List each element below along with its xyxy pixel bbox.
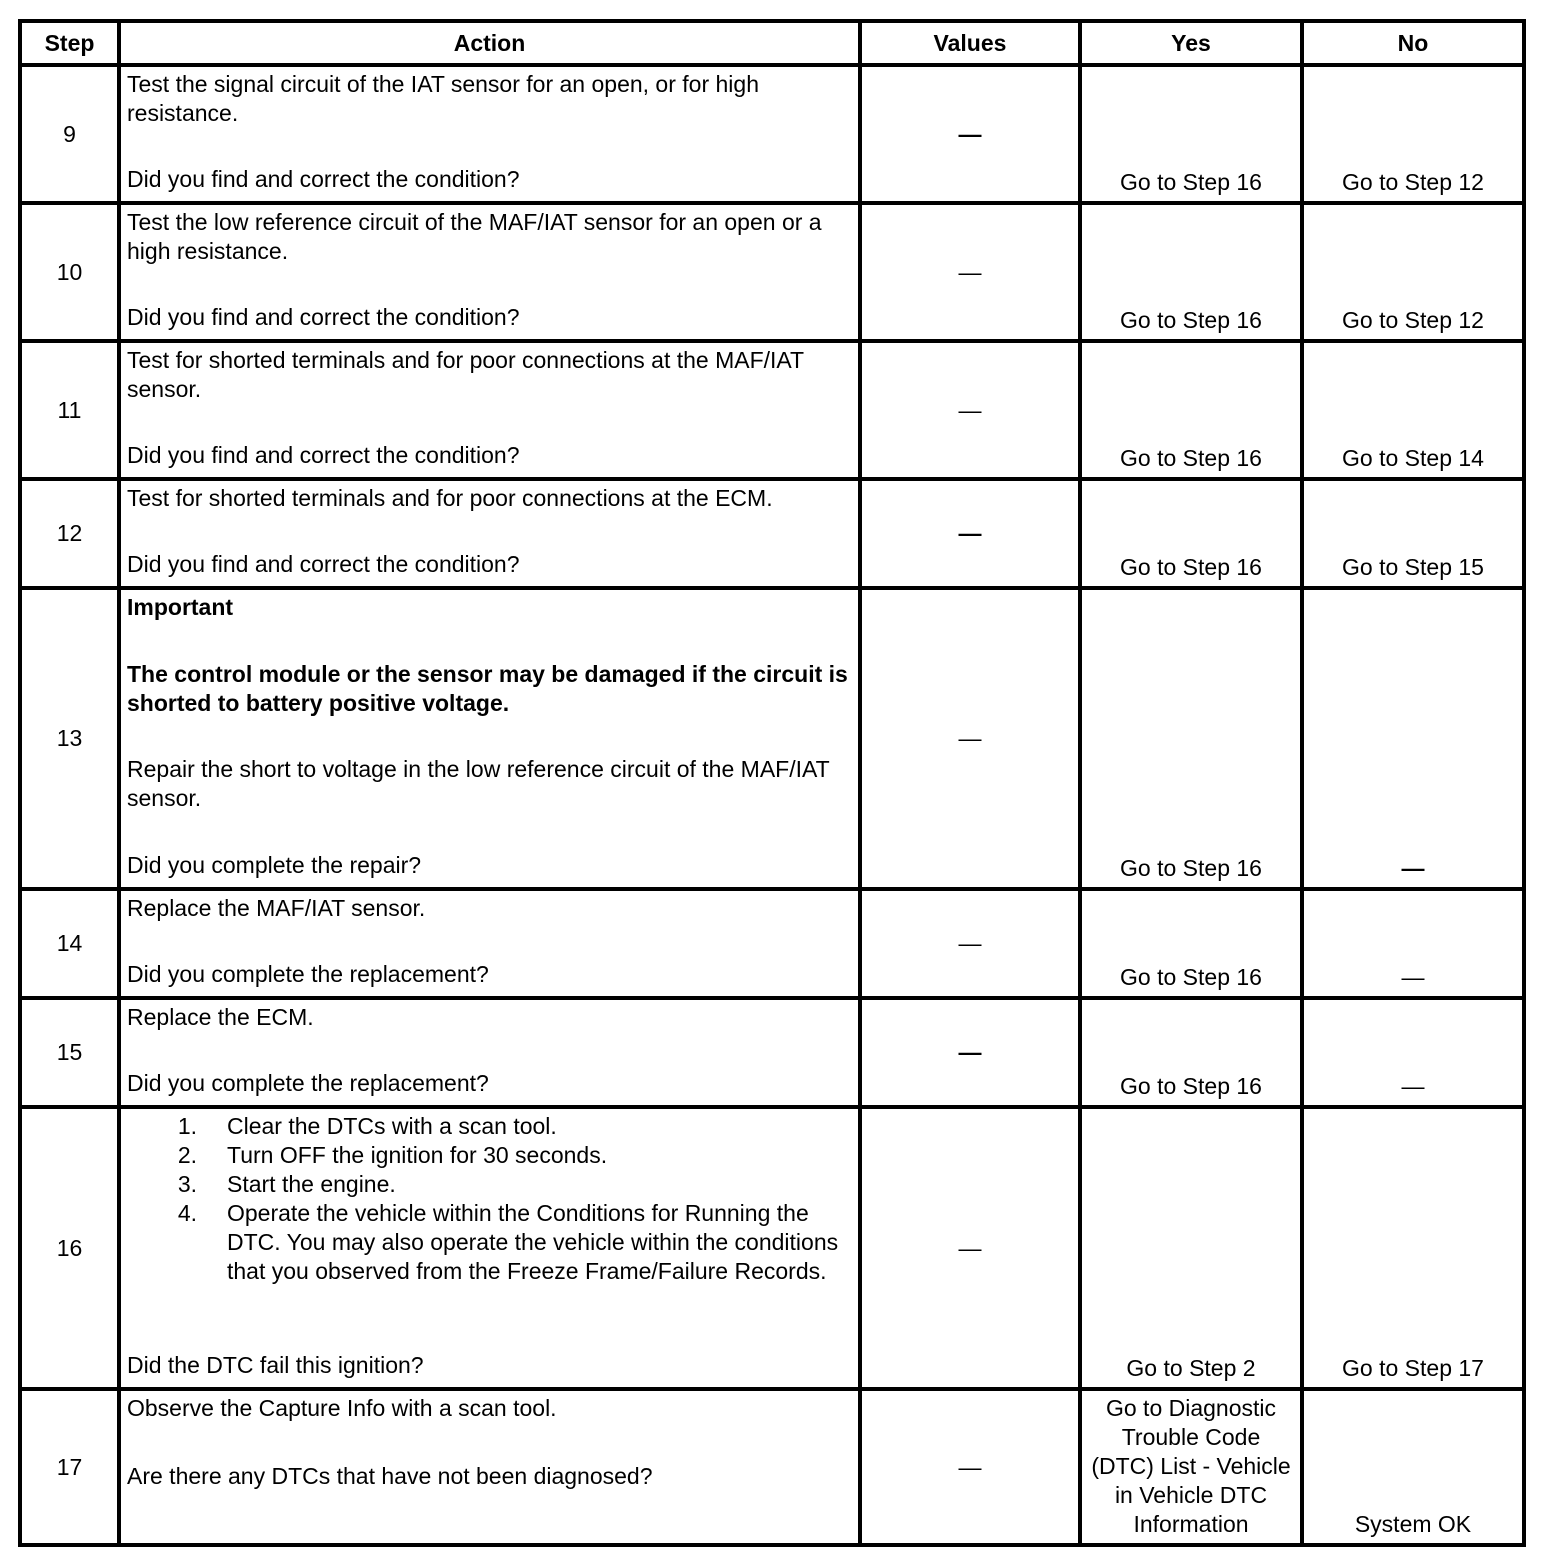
- list-number: 4.: [177, 1200, 197, 1226]
- list-text: Clear the DTCs with a scan tool.: [227, 1113, 557, 1139]
- no-link[interactable]: Go to Step 15: [1302, 479, 1524, 588]
- important-label: Important: [127, 594, 234, 620]
- action-cell: [119, 998, 860, 1107]
- list-item: [127, 1112, 854, 1141]
- action-cell: [119, 1107, 860, 1389]
- step-number: 12: [20, 479, 119, 588]
- values-cell: —: [860, 588, 1080, 889]
- table-row: [20, 998, 1524, 1107]
- diagnostic-table: [18, 19, 1526, 1547]
- no-value: —: [1302, 998, 1524, 1107]
- values-cell: —: [860, 65, 1080, 203]
- list-item: [127, 1199, 854, 1286]
- table-row: [20, 65, 1524, 203]
- list-number: 2.: [177, 1142, 197, 1168]
- values-cell: —: [860, 1389, 1080, 1545]
- action-cell: [119, 588, 860, 889]
- no-link[interactable]: Go to Step 14: [1302, 341, 1524, 479]
- yes-link[interactable]: Go to Step 16: [1080, 998, 1302, 1107]
- yes-link[interactable]: Go to Step 16: [1080, 479, 1302, 588]
- table-row: [20, 588, 1524, 889]
- action-text: Replace the MAF/IAT sensor.: [127, 895, 426, 921]
- question-text: Did you find and correct the condition?: [127, 304, 520, 330]
- list-number: 1.: [177, 1113, 197, 1139]
- yes-link[interactable]: Go to Diagnostic Trouble Code (DTC) List - Vehicle in Vehicle DTC Information: [1080, 1389, 1302, 1545]
- table-row: [20, 341, 1524, 479]
- values-cell: —: [860, 889, 1080, 998]
- action-cell: [119, 889, 860, 998]
- step-number: 13: [20, 588, 119, 889]
- yes-link[interactable]: Go to Step 16: [1080, 889, 1302, 998]
- list-text: Start the engine.: [227, 1171, 396, 1197]
- table-row: [20, 889, 1524, 998]
- action-text: Observe the Capture Info with a scan tool.: [127, 1395, 557, 1421]
- yes-link[interactable]: Go to Step 16: [1080, 341, 1302, 479]
- step-number: 15: [20, 998, 119, 1107]
- action-text: Test the low reference circuit of the MAF/IAT sensor for an open or a high resistance.: [127, 209, 822, 264]
- question-text: Did you find and correct the condition?: [127, 442, 520, 468]
- action-cell: [119, 479, 860, 588]
- question-text: Did the DTC fail this ignition?: [127, 1352, 424, 1378]
- question-text: Did you find and correct the condition?: [127, 166, 520, 192]
- table-row: [20, 203, 1524, 341]
- action-cell: [119, 203, 860, 341]
- yes-link[interactable]: Go to Step 16: [1080, 203, 1302, 341]
- values-cell: —: [860, 341, 1080, 479]
- step-number: 14: [20, 889, 119, 998]
- action-text: Replace the ECM.: [127, 1004, 314, 1030]
- no-value: System OK: [1302, 1389, 1524, 1545]
- no-value: —: [1302, 588, 1524, 889]
- question-text: Are there any DTCs that have not been diagnosed?: [127, 1463, 653, 1489]
- list-number: 3.: [177, 1171, 197, 1197]
- values-cell: —: [860, 203, 1080, 341]
- step-number: 9: [20, 65, 119, 203]
- step-number: 16: [20, 1107, 119, 1389]
- table-row: [20, 479, 1524, 588]
- values-cell: —: [860, 998, 1080, 1107]
- header-action: Action: [119, 21, 860, 65]
- no-link[interactable]: Go to Step 17: [1302, 1107, 1524, 1389]
- action-text: Repair the short to voltage in the low reference circuit of the MAF/IAT sensor.: [127, 756, 830, 812]
- action-cell: [119, 341, 860, 479]
- yes-link[interactable]: Go to Step 2: [1080, 1107, 1302, 1389]
- step-number: 10: [20, 203, 119, 341]
- header-row: [20, 21, 1524, 65]
- step-number: 11: [20, 341, 119, 479]
- list-text: Turn OFF the ignition for 30 seconds.: [227, 1142, 608, 1168]
- action-cell: [119, 65, 860, 203]
- list-item: [127, 1170, 854, 1199]
- list-item: [127, 1141, 854, 1170]
- question-text: Did you complete the replacement?: [127, 1070, 489, 1096]
- yes-link[interactable]: Go to Step 16: [1080, 65, 1302, 203]
- no-link[interactable]: Go to Step 12: [1302, 203, 1524, 341]
- question-text: Did you complete the replacement?: [127, 961, 489, 987]
- no-value: —: [1302, 889, 1524, 998]
- procedure-list: [127, 1112, 854, 1286]
- list-text: Operate the vehicle within the Conditions for Running the DTC. You may also operate the vehicle within the conditions that you observed from the Freeze Frame/Failure Records.: [227, 1200, 839, 1284]
- action-text: Test for shorted terminals and for poor connections at the ECM.: [127, 485, 773, 511]
- question-text: Did you complete the repair?: [127, 851, 422, 878]
- table-row: [20, 1389, 1524, 1545]
- header-step: Step: [20, 21, 119, 65]
- yes-link[interactable]: Go to Step 16: [1080, 588, 1302, 889]
- action-text: Test for shorted terminals and for poor connections at the MAF/IAT sensor.: [127, 347, 804, 402]
- header-yes: Yes: [1080, 21, 1302, 65]
- step-number: 17: [20, 1389, 119, 1545]
- question-text: Did you find and correct the condition?: [127, 551, 520, 577]
- action-text: Test the signal circuit of the IAT sensor for an open, or for high resistance.: [127, 71, 759, 126]
- header-no: No: [1302, 21, 1524, 65]
- values-cell: —: [860, 1107, 1080, 1389]
- header-values: Values: [860, 21, 1080, 65]
- no-link[interactable]: Go to Step 12: [1302, 65, 1524, 203]
- table-row: [20, 1107, 1524, 1389]
- action-cell: [119, 1389, 860, 1545]
- values-cell: —: [860, 479, 1080, 588]
- warning-text: The control module or the sensor may be damaged if the circuit is shorted to battery positive voltage.: [127, 660, 848, 716]
